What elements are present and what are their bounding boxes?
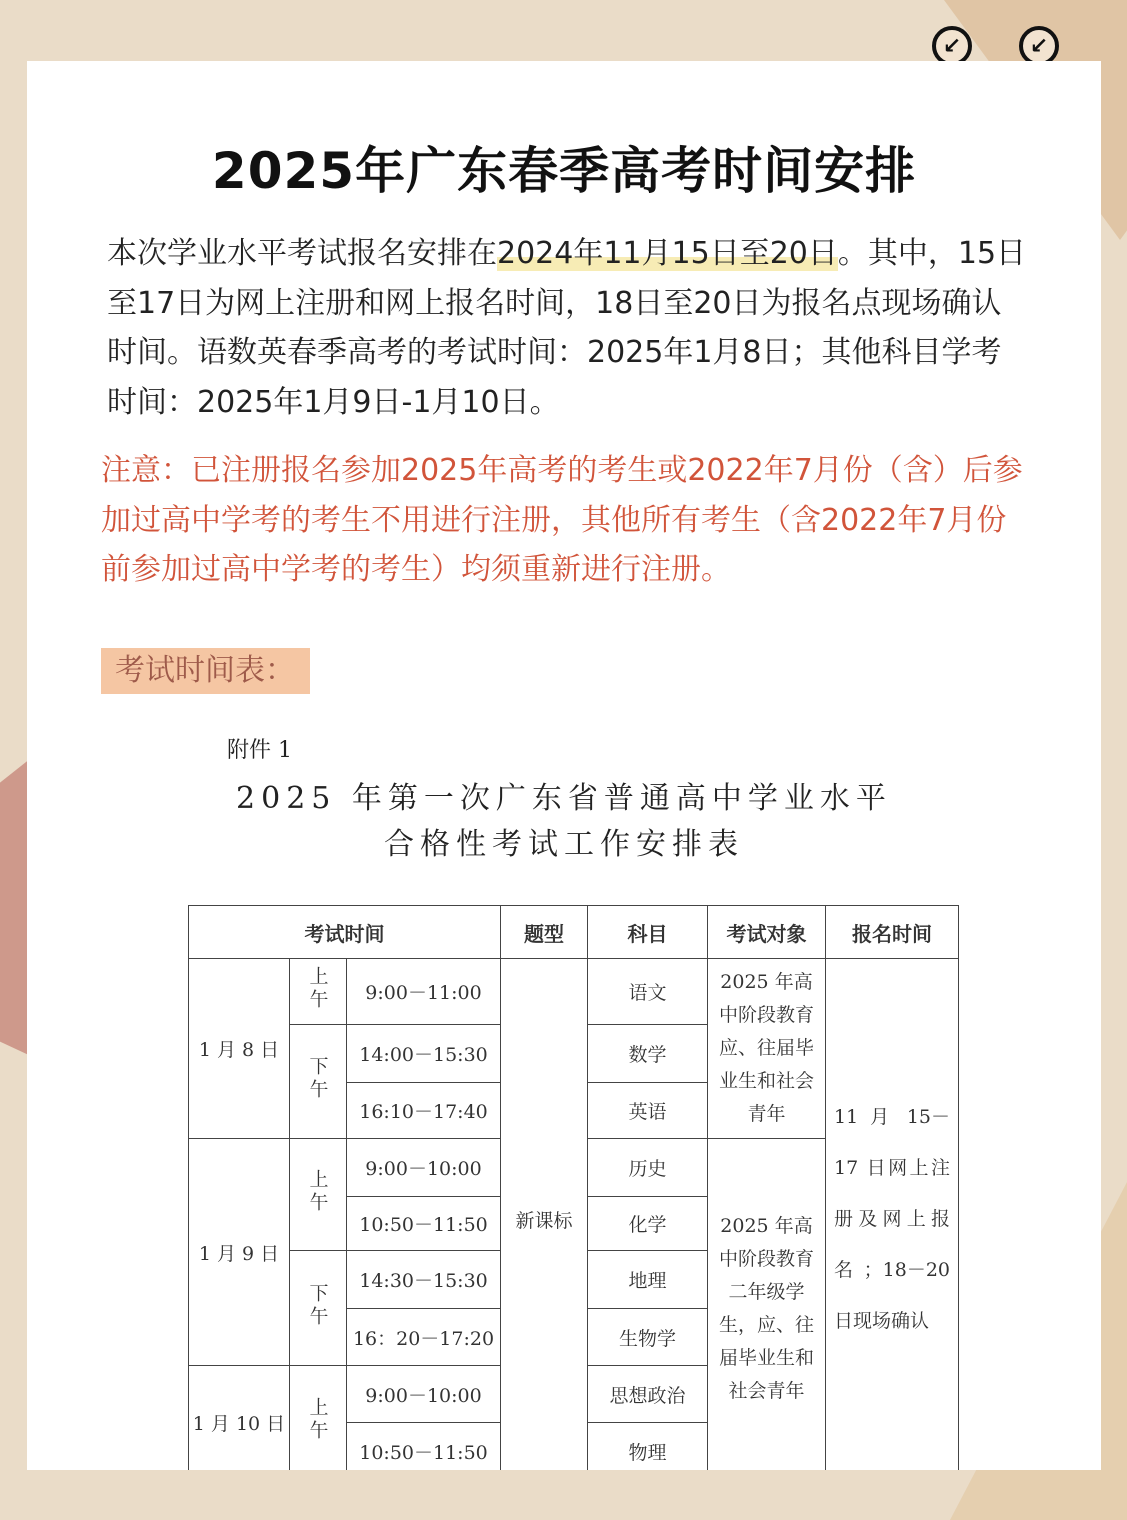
subject-cell: 地理 xyxy=(588,1251,708,1309)
intro-text: 。其中，15日至17日为网上注册和网上报名时间，18日至20日为报名点现场确认时间。语数英春季高考的考试时间：2025年1月8日；其他科目学考时间：2025年1月9日-1月10日。 xyxy=(107,236,1027,420)
header-subject: 科目 xyxy=(588,906,708,959)
time-cell: 9:00－10:00 xyxy=(347,1366,501,1423)
date-cell: 1 月 10 日 xyxy=(189,1366,290,1471)
period-label: 上午 xyxy=(306,966,329,1012)
period-label: 下午 xyxy=(306,1282,329,1329)
subject-cell: 生物学 xyxy=(588,1309,708,1366)
date-cell: 1 月 9 日 xyxy=(189,1139,290,1366)
subject-cell: 历史 xyxy=(588,1139,708,1197)
subject-cell: 语文 xyxy=(588,959,708,1025)
period-cell xyxy=(290,1366,347,1471)
time-cell: 14:00－15:30 xyxy=(347,1025,501,1083)
subject-cell: 物理 xyxy=(588,1423,708,1471)
period-cell xyxy=(290,1251,347,1366)
subject-cell: 化学 xyxy=(588,1197,708,1251)
header-type: 题型 xyxy=(501,906,588,959)
period-label: 下午 xyxy=(306,1056,329,1102)
type-cell: 新课标 xyxy=(501,959,588,1471)
time-cell: 14:30－15:30 xyxy=(347,1251,501,1309)
content-card xyxy=(27,61,1101,1470)
table-header-row xyxy=(189,906,959,959)
target-cell: 2025 年高中阶段教育应、往届毕业生和社会青年 xyxy=(708,959,826,1139)
exit-arrow-icon[interactable]: ↙ xyxy=(1019,26,1059,66)
page-title: 2025年广东春季高考时间安排 xyxy=(211,142,917,200)
highlighted-date: 2024年11月15日至20日 xyxy=(497,236,838,271)
time-cell: 10:50－11:50 xyxy=(347,1423,501,1471)
document-title: 2025 年第一次广东省普通高中学业水平 xyxy=(236,781,892,816)
header-exam-time: 考试时间 xyxy=(189,906,501,959)
time-cell: 16:10－17:40 xyxy=(347,1083,501,1139)
period-cell xyxy=(290,959,347,1025)
intro-text: 本次学业水平考试报名安排在 xyxy=(107,236,497,271)
intro-paragraph xyxy=(107,229,1027,427)
table-row xyxy=(189,959,959,1025)
time-cell: 9:00－10:00 xyxy=(347,1139,501,1197)
section-tag: 考试时间表： xyxy=(101,648,310,694)
subject-cell: 英语 xyxy=(588,1083,708,1139)
target-cell: 2025 年高中阶段教育二年级学生，应、往届毕业生和社会青年 xyxy=(708,1139,826,1471)
subject-cell: 思想政治 xyxy=(588,1366,708,1423)
registration-cell: 11 月 15－17 日网上注册及网上报名；18－20 日现场确认 xyxy=(826,959,959,1471)
time-cell: 10:50－11:50 xyxy=(347,1197,501,1251)
schedule-table xyxy=(188,905,959,1470)
header-target: 考试对象 xyxy=(708,906,826,959)
time-cell: 9:00－11:00 xyxy=(347,959,501,1025)
period-label: 上午 xyxy=(306,1169,329,1215)
date-cell: 1 月 8 日 xyxy=(189,959,290,1139)
period-cell xyxy=(290,1025,347,1139)
notice-paragraph: 注意：已注册报名参加2025年高考的考生或2022年7月份（含）后参加过高中学考的考生不用进行注册，其他所有考生（含2022年7月份前参加过高中学考的考生）均须重新进行注册。 xyxy=(101,453,1023,587)
time-cell: 16：20－17:20 xyxy=(347,1309,501,1366)
exit-arrow-icon[interactable]: ↙ xyxy=(932,26,972,66)
header-registration: 报名时间 xyxy=(826,906,959,959)
period-cell xyxy=(290,1139,347,1251)
subject-cell: 数学 xyxy=(588,1025,708,1083)
attachment-label: 附件 1 xyxy=(227,738,292,763)
period-label: 上午 xyxy=(306,1397,329,1443)
document-subtitle: 合格性考试工作安排表 xyxy=(384,827,744,862)
